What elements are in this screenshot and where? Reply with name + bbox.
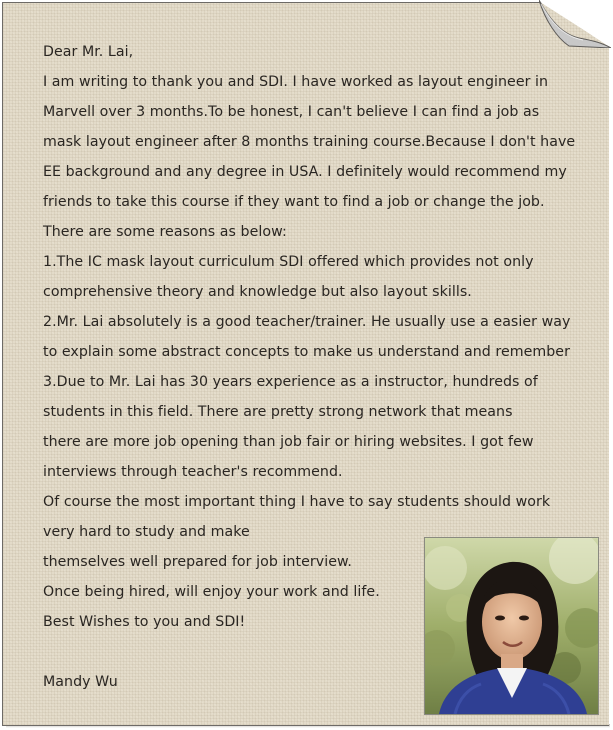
letter-line: mask layout engineer after 8 months training course.Because I don't have — [43, 134, 576, 150]
author-photo — [424, 537, 599, 715]
letter-line: 1.The IC mask layout curriculum SDI offered which provides not only — [43, 254, 534, 270]
letter-line: Best Wishes to you and SDI! — [43, 614, 246, 630]
signature: Mandy Wu — [43, 674, 118, 690]
letter-line: there are more job opening than job fair or hiring websites. I got few — [43, 434, 534, 450]
letter-line: very hard to study and make — [43, 524, 250, 540]
letter-line: students in this field. There are pretty strong network that means — [43, 404, 513, 420]
letter-line: I am writing to thank you and SDI. I have worked as layout engineer in — [43, 74, 549, 90]
letter-line: 3.Due to Mr. Lai has 30 years experience as a instructor, hundreds of — [43, 374, 538, 390]
letter-line: themselves well prepared for job interview. — [43, 554, 352, 570]
letter-line: Of course the most important thing I have to say students should work — [43, 494, 551, 510]
letter-line: comprehensive theory and knowledge but also layout skills. — [43, 284, 472, 300]
letter-line: interviews through teacher's recommend. — [43, 464, 343, 480]
letter-greeting: Dear Mr. Lai, — [43, 44, 134, 60]
letter-line: friends to take this course if they want to find a job or change the job. — [43, 194, 545, 210]
letter-line: EE background and any degree in USA. I definitely would recommend my — [43, 164, 567, 180]
letter-line: Marvell over 3 months.To be honest, I can't believe I can find a job as — [43, 104, 540, 120]
letter-line: There are some reasons as below: — [43, 224, 287, 240]
letter-line: to explain some abstract concepts to make us understand and remember — [43, 344, 570, 360]
letter-line: Once being hired, will enjoy your work and life. — [43, 584, 380, 600]
letter-line: 2.Mr. Lai absolutely is a good teacher/trainer. He usually use a easier way — [43, 314, 571, 330]
